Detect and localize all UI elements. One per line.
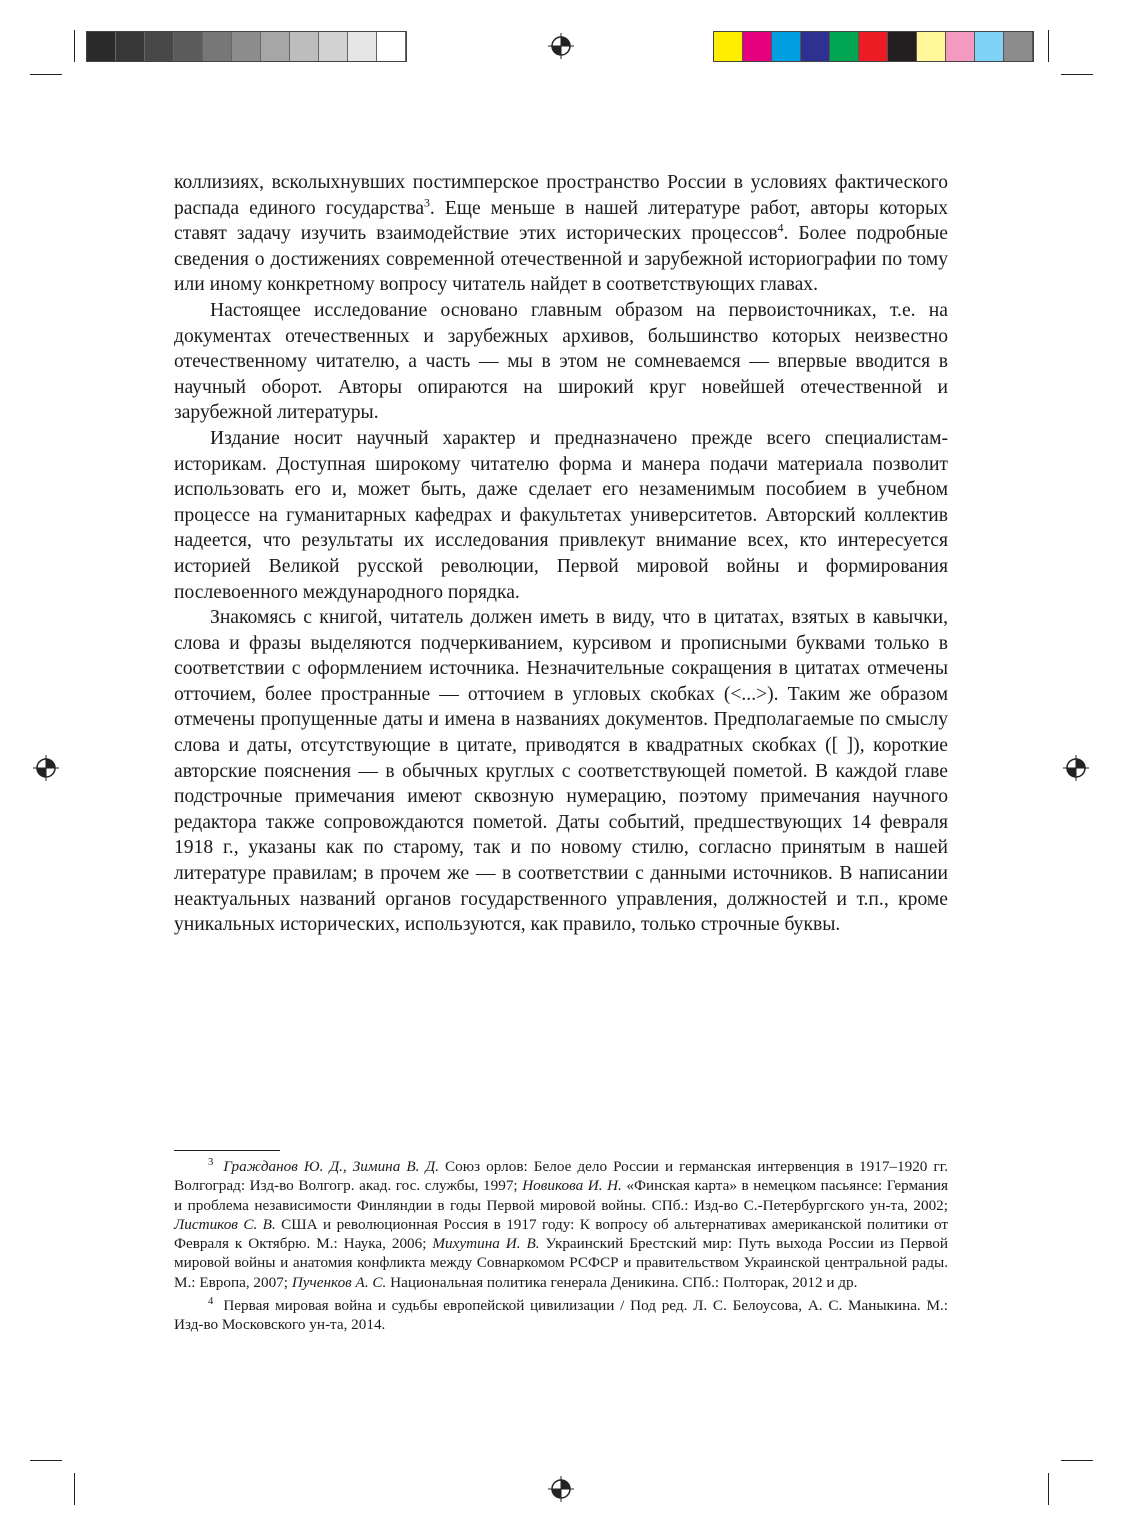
color-swatch [714, 32, 743, 61]
crop-mark-bottom-right-vertical [1048, 1473, 1049, 1505]
footnote-3-text-3: США и революционная Россия в 1917 году: К вопросу об альтернативах американской политики от Февраля к Октябрю. М.: Наука, 2006; [174, 1215, 948, 1253]
registration-crosshair-icon [1063, 755, 1089, 781]
gray-swatch [232, 32, 261, 61]
registration-crosshair-icon [548, 1476, 574, 1502]
grayscale-calibration-bar [86, 31, 407, 62]
footnote-3-text-4: Украинский Брестский мир: Путь выхода России из Первой мировой войны и анатомия конфликта между Совнаркомом РСФСР и правительством Украинской центральной рады. М.: Европа, 2007; [174, 1235, 949, 1291]
paragraph-1-part-a: коллизиях, всколыхнувших постимперское пространство России в условиях фактического распада единого государства [174, 172, 948, 219]
footnote-3-text-2: «Финская карта» в немецком пасьянсе: Германия и проблема независимости Финляндии в годы Первой мировой войны. СПб.: Изд-во С.-Петербургского ун-та, 2002; [174, 1177, 948, 1214]
color-swatch [917, 32, 946, 61]
color-calibration-bar [713, 31, 1034, 62]
crop-mark-bottom-right-horizontal [1061, 1460, 1093, 1461]
footnote-3-number: 3 [208, 1156, 214, 1168]
gray-swatch [174, 32, 203, 61]
footnote-ref-3: 3 [424, 196, 430, 210]
gray-swatch [116, 32, 145, 61]
color-swatch [801, 32, 830, 61]
footnote-3-text-5: Национальная политика генерала Деникина. СПб.: Полторак, 2012 и др. [386, 1273, 858, 1291]
footnote-3-author-1: Гражданов Ю. Д., Зимина В. Д. [223, 1158, 439, 1175]
color-swatch [1004, 32, 1033, 61]
color-swatch [946, 32, 975, 61]
crop-mark-bottom-left-vertical [74, 1473, 75, 1505]
gray-swatch [348, 32, 377, 61]
color-swatch [888, 32, 917, 61]
crop-mark-top-left-horizontal [30, 74, 62, 75]
footnote-3-author-3: Листиков С. В. [174, 1215, 276, 1233]
gray-swatch [261, 32, 290, 61]
paragraph-4: Знакомясь с книгой, читатель должен иметь в виду, что в цитатах, взятых в кавычки, слова и фразы выделяются подчеркиванием, курсивом и прописными буквами только в соответствии с оформлением источника. Незначительные сокращения в цитатах отмечены отточием, более пространные — отточием в угловых скобках (<...>). Таким же образом отмечены пропущенные даты и имена в названиях документов. Предполагаемые по смыслу слова и даты, отсутствующие в цитате, приводятся в квадратных скобках ([ ]), короткие авторские пояснения — в обычных круглых с соответствующей пометой. В каждой главе подстрочные примечания имеют сквозную нумерацию, поэтому примечания научного редактора также сопровождаются пометой. Даты событий, предшествующих 14 февраля 1918 г., указаны как по старому, так и по новому стилю, согласно принятым в нашей литературе правилам; в прочем же — в соответствии с данными источников. В написании неактуальных названий органов государственного управления, должностей и т.п., кроме уникальных исторических, используются, как правило, только строчные буквы. [174, 607, 948, 936]
footnote-separator [174, 1150, 280, 1151]
footnotes-block [174, 1157, 948, 1339]
color-swatch [743, 32, 772, 61]
footnote-3-text-1: Союз орлов: Белое дело России и германская интервенция в 1917–1920 гг. Волгоград: Изд-во Волгогр. акад. гос. службы, 1997; [174, 1158, 949, 1195]
footnote-3-author-5: Пученков А. С. [291, 1273, 387, 1291]
paragraph-1-part-b: . Еще меньше в нашей литературе работ, авторы которых ставят задачу изучить взаимодействие этих исторических процессов [174, 197, 948, 245]
crop-mark-top-right-horizontal [1061, 74, 1093, 75]
footnote-4-number: 4 [208, 1296, 214, 1308]
gray-swatch [145, 32, 174, 61]
crop-mark-top-right-vertical [1048, 30, 1049, 62]
footnote-4-text: Первая мировая война и судьбы европейской цивилизации / Под ред. Л. С. Белоусова, А. С. Маныкина. М.: Изд-во Московского ун-та, 2014. [174, 1297, 948, 1334]
footnote-4 [174, 1296, 948, 1335]
gray-swatch [290, 32, 319, 61]
color-swatch [830, 32, 859, 61]
gray-swatch [203, 32, 232, 61]
gray-swatch [319, 32, 348, 61]
paragraph-1-part-c: . Более подробные сведения о достижениях современной отечественной и зарубежной историографии по тому или иному конкретному вопросу читатель найдет в соответствующих главах. [174, 223, 948, 296]
crop-mark-bottom-left-horizontal [30, 1460, 62, 1461]
gray-swatch [87, 32, 116, 61]
paragraph-3: Издание носит научный характер и предназначено прежде всего специалистам-историкам. Доступная широкому читателю форма и манера подачи материала позволит использовать его и, может быть, даже сделает его незаменимым пособием в учебном процессе на гуманитарных кафедрах и факультетах университетов. Авторский коллектив надеется, что результаты их исследования привлекут внимание всех, кто интересуется историей Великой русской революции, Первой мировой войны и формирования послевоенного международного порядка. [174, 427, 948, 603]
paragraph-2: Настоящее исследование основано главным образом на первоисточниках, т.е. на документах отечественных и зарубежных архивов, большинство которых неизвестно отечественному читателю, а часть — мы в этом не сомневаемся — впервые вводится в научный оборот. Авторы опираются на широкий круг новейшей отечественной и зарубежной литературы. [174, 299, 948, 424]
crop-mark-top-left-vertical [74, 30, 75, 62]
footnote-3 [174, 1157, 948, 1292]
color-swatch [975, 32, 1004, 61]
registration-crosshair-icon [33, 755, 59, 781]
color-swatch [772, 32, 801, 61]
main-text-block [174, 170, 948, 938]
gray-swatch [377, 32, 406, 61]
footnote-3-author-2: Новикова И. Н. [522, 1177, 622, 1195]
footnote-ref-4: 4 [777, 221, 784, 235]
footnote-3-author-4: Михутина И. В. [432, 1235, 540, 1253]
color-swatch [859, 32, 888, 61]
paragraph-1 [174, 170, 948, 298]
registration-crosshair-icon [548, 33, 574, 59]
